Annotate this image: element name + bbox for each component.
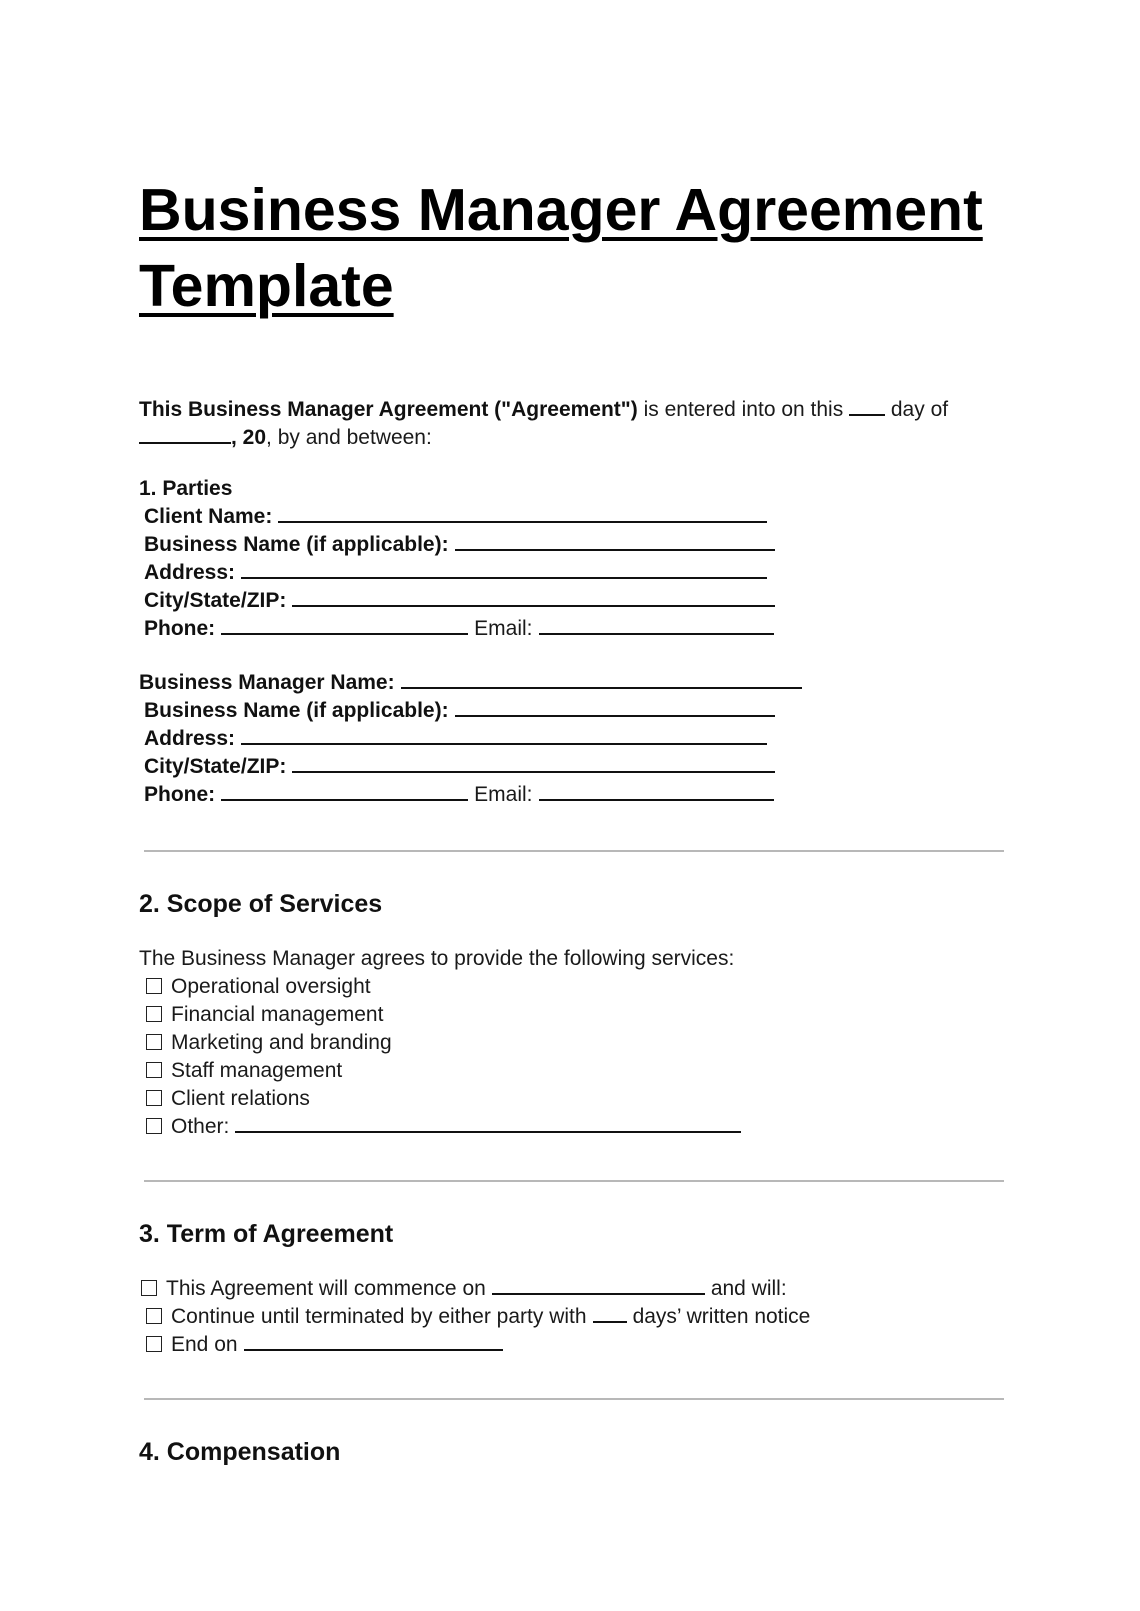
client-phone-row: [144, 615, 780, 643]
manager-email-label: Email:: [474, 783, 533, 806]
manager-phone-label: Phone:: [144, 783, 216, 806]
term-commence-row: [141, 1275, 787, 1303]
manager-address-blank[interactable]: [241, 725, 767, 745]
manager-phone-blank[interactable]: [221, 781, 468, 801]
manager-name-row: [139, 669, 808, 697]
checkbox-icon[interactable]: [146, 1118, 162, 1134]
client-city-label: City/State/ZIP:: [144, 589, 287, 612]
client-business-blank[interactable]: [455, 531, 775, 551]
end-date-blank[interactable]: [244, 1331, 503, 1351]
service-label: Operational oversight: [171, 975, 371, 998]
document-title: Business Manager Agreement Template: [139, 177, 983, 319]
other-service-blank[interactable]: [235, 1113, 741, 1133]
client-business-label: Business Name (if applicable):: [144, 533, 449, 556]
parties-heading: 1. Parties: [139, 477, 233, 500]
section-divider: [144, 850, 1004, 852]
service-label: Other:: [171, 1115, 230, 1138]
client-email-blank[interactable]: [539, 615, 774, 635]
notice-days-blank[interactable]: [593, 1303, 627, 1323]
service-label: Staff management: [171, 1059, 343, 1082]
section-divider: [144, 1180, 1004, 1182]
client-phone-label: Phone:: [144, 617, 216, 640]
term-heading: 3. Term of Agreement: [139, 1220, 394, 1248]
client-city-row: [144, 587, 781, 615]
service-label: Financial management: [171, 1003, 384, 1026]
checkbox-icon[interactable]: [146, 978, 162, 994]
month-blank[interactable]: [139, 424, 231, 444]
term-continue-row: [146, 1303, 810, 1331]
client-address-label: Address:: [144, 561, 236, 584]
manager-address-row: [144, 725, 773, 753]
checkbox-icon[interactable]: [146, 1062, 162, 1078]
commence-date-blank[interactable]: [492, 1275, 705, 1295]
manager-city-blank[interactable]: [292, 753, 775, 773]
client-name-row: [144, 503, 773, 531]
manager-city-row: [144, 753, 781, 781]
intro-tail: , by and between:: [266, 426, 432, 449]
checkbox-icon[interactable]: [146, 1034, 162, 1050]
client-phone-blank[interactable]: [221, 615, 468, 635]
manager-phone-row: [144, 781, 780, 809]
intro-day-of: day of: [885, 398, 949, 421]
term-and-will: and will:: [710, 1277, 787, 1300]
service-item: [146, 1029, 392, 1057]
manager-business-row: [144, 697, 781, 725]
client-email-label: Email:: [474, 617, 533, 640]
client-business-row: [144, 531, 781, 559]
term-end-label: End on: [171, 1333, 238, 1356]
service-item: [146, 1001, 383, 1029]
service-item: [146, 973, 371, 1001]
checkbox-icon[interactable]: [141, 1280, 157, 1296]
manager-name-blank[interactable]: [401, 669, 802, 689]
checkbox-icon[interactable]: [146, 1308, 162, 1324]
checkbox-icon[interactable]: [146, 1336, 162, 1352]
scope-heading: 2. Scope of Services: [139, 890, 383, 918]
service-label: Marketing and branding: [171, 1031, 392, 1054]
service-label: Client relations: [171, 1087, 310, 1110]
intro-lead: This Business Manager Agreement ("Agreement"): [139, 398, 638, 421]
term-continue-tail: days’ written notice: [632, 1305, 811, 1328]
service-item-other: [146, 1113, 747, 1141]
manager-business-blank[interactable]: [455, 697, 775, 717]
section-divider: [144, 1398, 1004, 1400]
manager-business-label: Business Name (if applicable):: [144, 699, 449, 722]
manager-address-label: Address:: [144, 727, 236, 750]
scope-intro: The Business Manager agrees to provide the following services:: [139, 947, 735, 970]
term-commence-label: This Agreement will commence on: [166, 1277, 486, 1300]
intro-line-1: [139, 396, 948, 424]
checkbox-icon[interactable]: [146, 1006, 162, 1022]
client-name-label: Client Name:: [144, 505, 273, 528]
manager-city-label: City/State/ZIP:: [144, 755, 287, 778]
client-address-row: [144, 559, 773, 587]
intro-year: , 20: [231, 426, 267, 449]
term-continue-label: Continue until terminated by either party with: [171, 1305, 587, 1328]
checkbox-icon[interactable]: [146, 1090, 162, 1106]
intro-text: is entered into on this: [637, 398, 850, 421]
day-blank[interactable]: [849, 396, 885, 416]
manager-email-blank[interactable]: [539, 781, 774, 801]
client-name-blank[interactable]: [278, 503, 767, 523]
service-item: [146, 1057, 342, 1085]
client-city-blank[interactable]: [292, 587, 775, 607]
term-end-row: [146, 1331, 509, 1359]
compensation-heading: 4. Compensation: [139, 1438, 341, 1466]
client-address-blank[interactable]: [241, 559, 767, 579]
service-item: [146, 1085, 310, 1113]
manager-name-label: Business Manager Name:: [139, 671, 395, 694]
intro-line-2: [139, 424, 432, 452]
